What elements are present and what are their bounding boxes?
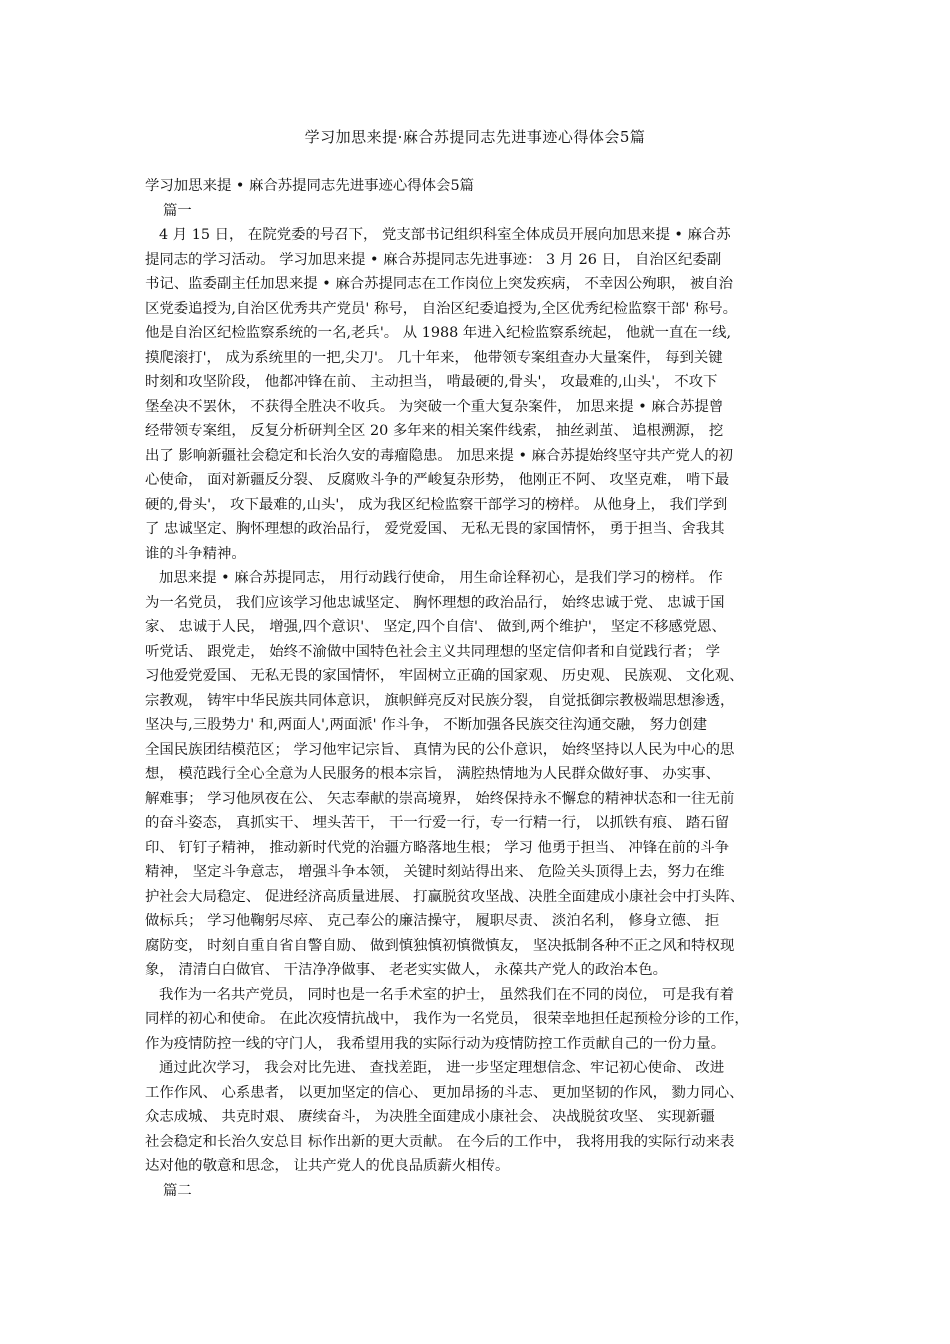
paragraph-line: 解难事； 学习他夙夜在公、 矢志奉献的崇高境界， 始终保持永不懈怠的精神状态和一往无前 [145, 790, 735, 807]
paragraph-line: 经带领专案组， 反复分析研判全区 20 多年来的相关案件线索， 抽丝剥茧、 追根溯源， 挖 [145, 423, 724, 439]
paragraph-1 [145, 223, 813, 566]
paragraph-line: 出了 影响新疆社会稳定和长治久安的毒瘤隐患。 加思来提 • 麻合苏提始终坚守共产党人的初 [145, 447, 734, 464]
paragraph-line: 为一名党员， 我们应该学习他忠诚坚定、 胸怀理想的政治品行， 始终忠诚于党、 忠诚于国 [145, 594, 725, 611]
document-title: 学习加思来提·麻合苏提同志先进事迹心得体会5篇 [304, 128, 646, 146]
paragraph-line: 我作为一名共产党员， 同时也是一名手术室的护士， 虽然我们在不同的岗位， 可是我有着 [159, 986, 734, 1003]
paragraph-line: 时刻和攻坚阶段， 他都冲锋在前、 主动担当， 啃最硬的,骨头'， 攻最难的,山头'， 不攻下 [145, 374, 718, 390]
paragraph-line: 他是自治区纪检监察系统的一名,老兵'。 从 1988 年进入纪检监察系统起， 他就一直在一线, [145, 325, 732, 341]
document-body [145, 174, 813, 1203]
paragraph-line: 达对他的敬意和思念， 让共产党人的优良品质薪火相传。 [145, 1158, 510, 1174]
paragraph-4 [145, 1056, 813, 1179]
paragraph-line: 全国民族团结模范区； 学习他牢记宗旨、 真情为民的公仆意识， 始终坚持以人民为中心的思 [145, 741, 735, 758]
paragraph-line: 加思来提 • 麻合苏提同志， 用行动践行使命， 用生命诠释初心，是我们学习的榜样。 作 [159, 570, 723, 586]
paragraph-line: 护社会大局稳定、 促进经济高质量进展、 打赢脱贫攻坚战、决胜全面建成小康社会中打头阵、 [145, 888, 745, 905]
paragraph-line: 通过此次学习， 我会对比先进、 查找差距， 进一步坚定理想信念、牢记初心使命、 改进 [159, 1060, 725, 1076]
paragraph-line: 印、 钉钉子精神， 推动新时代党的治疆方略落地生根； 学习 他勇于担当、 冲锋在前的斗争 [145, 839, 730, 856]
paragraph-line: 听党话、 跟党走， 始终不渝做中国特色社会主义共同理想的坚定信仰者和自觉践行者； 学 [145, 643, 720, 660]
paragraph-line: 区党委追授为,自治区优秀共产党员' 称号， 自治区纪委追授为,全区优秀纪检监察干部' 称号。 [145, 300, 738, 317]
paragraph-3 [145, 983, 813, 1057]
paragraph-line: 想， 模范践行全心全意为人民服务的根本宗旨， 满腔热情地为人民群众做好事、 办实事、 [145, 766, 720, 782]
paragraph-line: 了 忠诚坚定、胸怀理想的政治品行， 爱党爱国、 无私无畏的家国情怀， 勇于担当、舍我其 [145, 521, 725, 537]
paragraph-line: 硬的,骨头'， 攻下最难的,山头'， 成为我区纪检监察干部学习的榜样。 从他身上， 我们学到 [145, 496, 728, 513]
section-heading-two: 篇二 [163, 1182, 192, 1199]
section-heading-one: 篇一 [163, 202, 192, 219]
document-subtitle: 学习加思来提 • 麻合苏提同志先进事迹心得体会5篇 [145, 178, 474, 194]
paragraph-line: 心使命， 面对新疆反分裂、 反腐败斗争的严峻复杂形势， 他刚正不阿、 攻坚克难， 啃下最 [145, 472, 730, 488]
paragraph-line: 坚决与,三股势力' 和,两面人',两面派' 作斗争， 不断加强各民族交往沟通交融， 努力创建 [145, 717, 707, 733]
paragraph-line: 堡垒决不罢休， 不获得全胜决不收兵。 为突破一个重大复杂案件， 加思来提 • 麻合苏提曾 [145, 398, 724, 415]
paragraph-line: 摸爬滚打'， 成为系统里的一把,尖刀'。 几十年来， 他带领专案组查办大量案件， 每到关键 [145, 349, 723, 366]
paragraph-line: 工作作风、 心系患者， 以更加坚定的信心、 更加昂扬的斗志、 更加坚韧的作风， 勠力同心、 [145, 1084, 744, 1101]
paragraph-line: 众志成城、 共克时艰、 赓续奋斗， 为决胜全面建成小康社会、 决战脱贫攻坚、 实现新疆 [145, 1109, 715, 1125]
paragraph-2 [145, 566, 813, 983]
paragraph-line: 的奋斗姿态， 真抓实干、 埋头苦干， 干一行爱一行，专一行精一行， 以抓铁有痕、 踏石留 [145, 815, 730, 831]
paragraph-line: 象， 清清白白做官、 干洁净净做事、 老老实实做人， 永葆共产党人的政治本色。 [145, 962, 667, 978]
paragraph-line: 作为疫情防控一线的守门人， 我希望用我的实际行动为疫情防控工作贡献自己的一份力量。 [145, 1035, 726, 1052]
paragraph-line: 4 月 15 日， 在院党委的号召下， 党支部书记组织科室全体成员开展向加思来提 • 麻合苏 [159, 227, 731, 243]
paragraph-line: 腐防变， 时刻自重自省自警自励、 做到慎独慎初慎微慎友， 坚决抵制各种不正之风和特权现 [145, 937, 735, 954]
paragraph-line: 同样的初心和使命。 在此次疫情抗战中， 我作为一名党员， 很荣幸地担任起预检分诊的工作， [145, 1011, 749, 1027]
paragraph-line: 精神， 坚定斗争意志， 增强斗争本领， 关键时刻站得出来、 危险关头顶得上去，努力在维 [145, 864, 725, 880]
paragraph-line: 谁的斗争精神。 [145, 545, 246, 562]
paragraph-line: 习他爱党爱国、 无私无畏的家国情怀， 牢固树立正确的国家观、 历史观、 民族观、 文化观、 [145, 668, 744, 684]
paragraph-line: 家、 忠诚于人民， 增强,四个意识'、 坚定,四个自信'、 做到,两个维护'， 坚定不移感党恩、 [145, 619, 726, 635]
paragraph-line: 提同志的学习活动。 学习加思来提 • 麻合苏提同志先进事迹： 3 月 26 日， 自治区纪委副 [145, 251, 722, 268]
paragraph-line: 书记、监委副主任加思来提 • 麻合苏提同志在工作岗位上突发疾病， 不幸因公殉职， 被自治 [145, 276, 734, 292]
paragraph-line: 社会稳定和长治久安总目 标作出新的更大贡献。 在今后的工作中， 我将用我的实际行动来表 [145, 1133, 735, 1150]
paragraph-line: 做标兵； 学习他鞠躬尽瘁、 克己奉公的廉洁操守， 履职尽责、 淡泊名利， 修身立德、 拒 [145, 913, 720, 929]
paragraph-line: 宗教观， 铸牢中华民族共同体意识， 旗帜鲜亮反对民族分裂， 自觉抵御宗教极端思想渗透， [145, 692, 735, 709]
